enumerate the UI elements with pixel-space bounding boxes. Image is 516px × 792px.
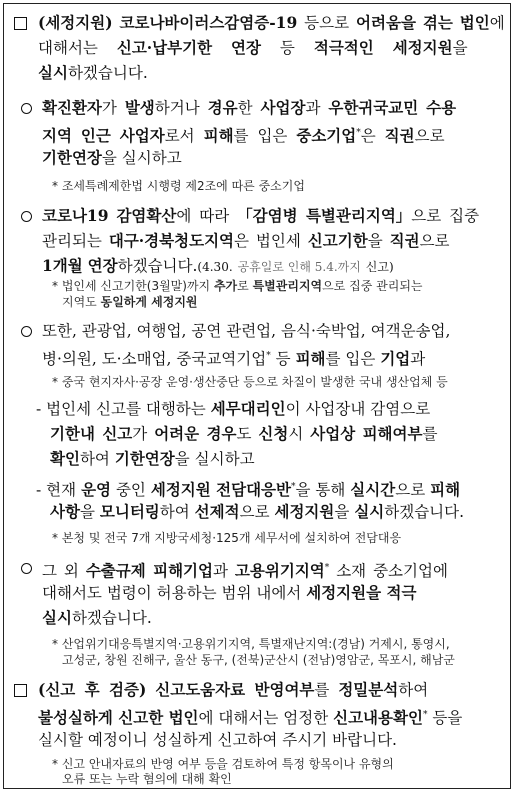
- b2-note1: * 법인세 신고기한(3월말)까지 추가로 특별관리지역으로 집중 관리되는: [52, 279, 423, 293]
- b2-note2: 지역도 동일하게 세정지원: [62, 295, 198, 309]
- b1-note: * 조세특례제한법 시행령 제2조에 따른 중소기업: [52, 179, 305, 193]
- b2-line1: 코로나19 감염확산에 따라 「감염병 특별관리지역」으로 집중: [42, 206, 480, 225]
- sec2-line1: (신고 후 검증) 신고도움자료 반영여부를 정밀분석하여: [38, 680, 429, 699]
- b3-dash1-line2: 기한내 신고가 어려운 경우도 신청시 사업상 피해여부를: [50, 424, 438, 443]
- sec2-line3: 실시할 예정이니 성실하게 신고하여 주시기 바랍니다.: [38, 731, 397, 749]
- document-frame: [3, 3, 511, 789]
- circle-bullet-icon: [21, 103, 32, 114]
- b3-dash2-line1: - 현재 운영 중인 세정지원 전담대응반*을 통해 실시간으로 피해: [36, 480, 461, 500]
- b3-line2: 병·의원, 도·소매업, 중국교역기업* 등 피해를 입은 기업과: [42, 349, 426, 369]
- b4-line1: 그 외 수출규제 피해기업과 고용위기지역* 소재 중소기업에: [42, 561, 448, 581]
- sec2-line2: 불성실하게 신고한 법인에 대해서는 엄정한 신고내용확인* 등을: [38, 708, 463, 728]
- sec2-note1: * 신고 안내자료의 반영 여부 등을 검토하여 특정 항목이나 유형의: [52, 757, 394, 771]
- b2-line3: 1개월 연장하겠습니다.(4.30. 공휴일로 인해 5.4.까지 신고): [42, 256, 394, 275]
- sec1-line2: 대해서는 신고·납부기한 연장 등 적극적인 세정지원을: [38, 38, 468, 57]
- square-bullet-icon: [14, 684, 27, 697]
- sec2-note2: 오류 또는 누락 혐의에 대해 확인: [62, 772, 232, 786]
- b4-note2: 고성군, 창원 진해구, 울산 동구, (전북)군산시 (전남)영암군, 목포시, 해남군: [62, 653, 455, 667]
- b3-line1: 또한, 관광업, 여행업, 공연 관련업, 음식·숙박업, 여객운송업,: [42, 322, 451, 340]
- b3-dash1-line3: 확인하여 기한연장을 실시하고: [50, 449, 255, 468]
- b3-note: * 중국 현지자사·공장 운영·생산중단 등으로 차질이 발생한 국내 생산업체 등: [52, 375, 448, 389]
- square-bullet-icon: [14, 17, 27, 30]
- b1-line1: 확진환자가 발생하거나 경유한 사업장과 우한귀국교민 수용: [42, 98, 457, 117]
- b4-line3: 실시하겠습니다.: [42, 608, 152, 627]
- b3-dash2-note: * 본청 및 전국 7개 지방국세청·125개 세무서에 설치하여 전담대응: [52, 531, 402, 545]
- b1-line3: 기한연장을 실시하고: [42, 148, 182, 167]
- b3-dash2-line2: 사항을 모니터링하여 선제적으로 세정지원을 실시하겠습니다.: [50, 502, 465, 521]
- b1-line2: 지역 인근 사업자로서 피해를 입은 중소기업*은 직권으로: [42, 126, 445, 146]
- sec1-line3: 실시하겠습니다.: [38, 63, 148, 82]
- circle-bullet-icon: [21, 326, 32, 337]
- b4-note1: * 산업위기대응특별지역·고용위기지역, 특별재난지역:(경남) 거제시, 통영시,: [52, 637, 450, 651]
- b4-line2: 대해서도 법령이 허용하는 범위 내에서 세정지원을 적극: [42, 583, 417, 602]
- circle-bullet-icon: [21, 211, 32, 222]
- circle-bullet-icon: [21, 563, 32, 574]
- sec1-line1: (세정지원) 코로나바이러스감염증-19 등으로 어려움을 겪는 법인에: [38, 13, 505, 32]
- b2-line2: 관리되는 대구·경북청도지역은 법인세 신고기한을 직권으로: [42, 231, 450, 250]
- b3-dash1-line1: - 법인세 신고를 대행하는 세무대리인이 사업장내 감염으로: [36, 399, 431, 418]
